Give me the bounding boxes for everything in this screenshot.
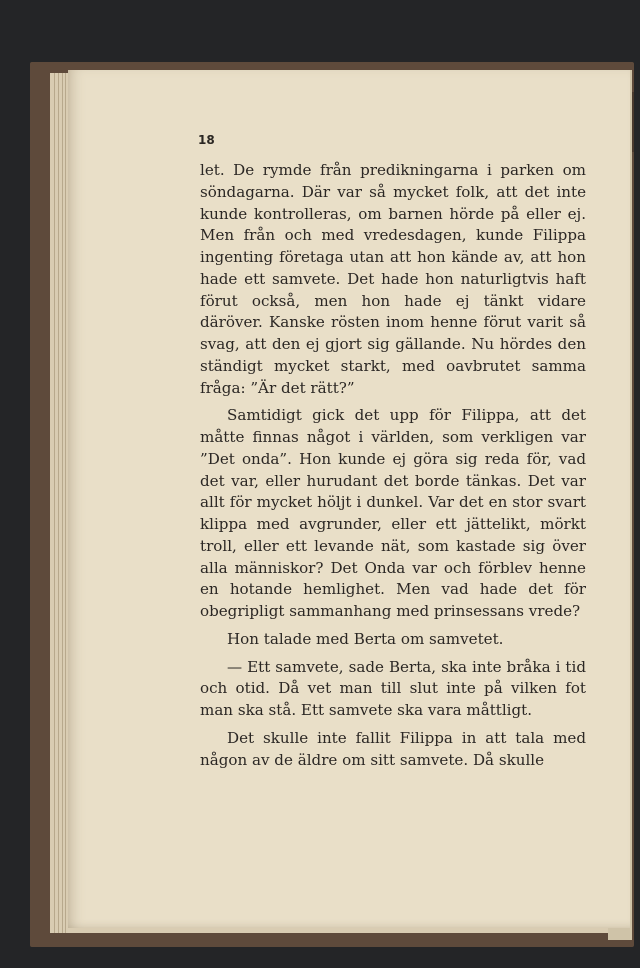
- paragraph: Hon talade med Berta om samvetet.: [227, 629, 504, 648]
- paragraph: — Ett samvete, sade Berta, ska inte bråka i tid och otid. Då vet man till slut inte på vilken fot man ska stå. Ett samvete ska vara måttligt.: [200, 657, 586, 719]
- body-text: [200, 160, 586, 771]
- paragraph: Samtidigt gick det upp för Filippa, att det måtte finnas något i världen, som verkligen var ”Det onda”. Hon kunde ej göra sig reda för, vad det var, eller hurudant det borde tänkas. Det var allt för mycket höljt i dunkel. Var det en stor svart klippa med avgrunder, eller ett jättelikt, mörkt troll, eller ett levande nät, som kastade sig över alla människor? Det Onda var och förblev henne en hotande hemlighet. Men vad hade det för obegripligt sammanhang med prinsessans vrede?: [200, 406, 586, 620]
- paragraph: Det skulle inte fallit Filippa in att tala med någon av de äldre om sitt samvete. Då skulle: [200, 728, 586, 769]
- paragraph: let. De rymde från predikningarna i parken om söndagarna. Där var så mycket folk, att det inte kunde kontrolleras, om barnen hörde på eller ej. Men från och med vredesdagen, kunde Filippa ingenting företaga utan att hon kände av, att hon hade ett samvete. Det hade hon naturligtvis haft förut också, men hon hade ej tänkt vidare däröver. Kanske rösten inom henne förut varit så svag, att den ej gjort sig gällande. Nu hördes den ständigt mycket starkt, med oavbrutet samma fråga: ”Är det rätt?”: [200, 161, 586, 397]
- page-number: 18: [198, 133, 215, 147]
